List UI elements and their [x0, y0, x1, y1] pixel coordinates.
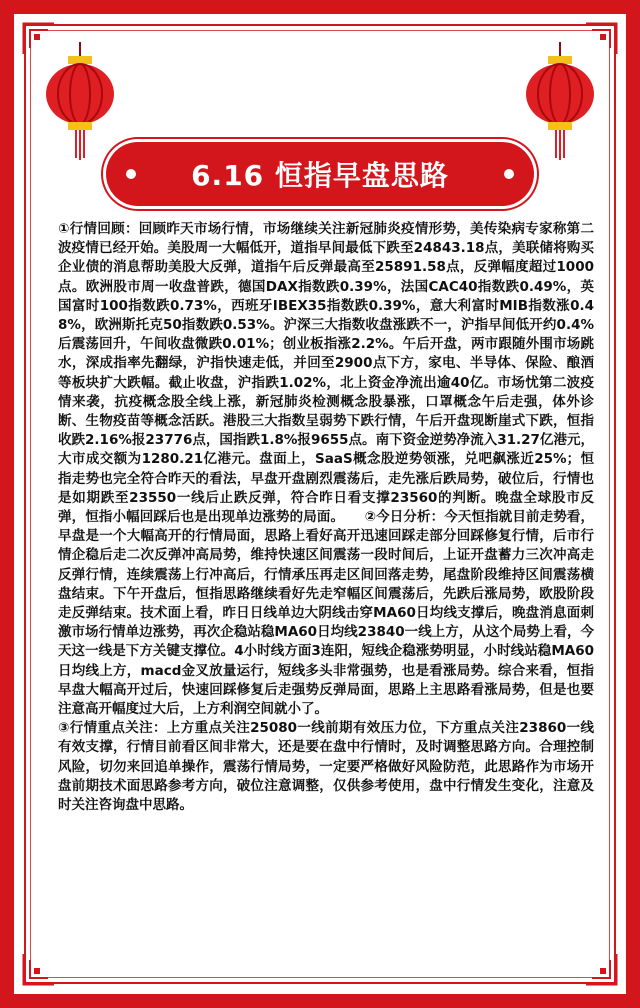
banner-dot-icon	[126, 169, 136, 179]
market-review-text: ①行情回顾：回顾昨天市场行情，市场继续关注新冠肺炎疫情形势，美传染病专家称第二波疫情已经开始。美股周一大幅低开，道指早间最低下跌至24843.18点，美联储将购买企业债的消息帮助美股大反弹，道指午后反弹最高至25891.58点，反弹幅度超过1000点。欧洲股市周一收盘普跌，德国DAX指数跌0.39%，法国CAC40指数跌0.49%，英国富时100指数跌0.73%，西班牙IBEX35指数跌0.39%，意大利富时MIB指数涨0.48%，欧洲斯托克50指数跌0.53%。沪深三大指数收盘涨跌不一，沪指早间低开约0.4%后震荡回升，午间收盘微跌0.01%；创业板指涨2.2%。午后开盘，两市跟随外围市场跳水，深成指率先翻绿，沪指快速走低，并回至2900点下方，家电、半导体、保险、酿酒等板块扩大跌幅。截止收盘，沪指跌1.02%，北上资金净流出逾40亿。市场忧第二波疫情来袭，抗疫概念股全线上涨，新冠肺炎检测概念股暴涨，口罩概念午后走强，体外诊断、生物疫苗等概念活跃。港股三大指数呈弱势下跌行情，午后开盘现断崖式下跌，恒指收跌2.16%报23776点，国指跌1.8%报9655点。南下资金逆势净流入31.27亿港元，大市成交额为1280.21亿港元。盘面上，SaaS概念股逆势领涨，兑吧飙涨近25%；恒指走势也完全符合昨天的看法，早盘开盘剧烈震荡后，走先涨后跌局势，破位后，行情也是如期跌至23550一线后止跌反弹，符合昨日看支撑23560的判断。晚盘全球股市反弹，恒指小幅回踩后也是出现单边涨势的局面。	[58, 221, 594, 526]
article-body	[58, 220, 594, 815]
red-lantern-icon	[520, 42, 600, 162]
review-and-analysis-paragraph	[58, 220, 594, 719]
corner-ornament-icon	[22, 952, 56, 986]
today-analysis-text: ②今日分析：今天恒指就目前走势看，早盘是一个大幅高开的行情局面，思路上看好高开迅速回踩走部分回踩修复行情，后市行情企稳后走二次反弹冲高局势，维持快速区间震荡一段时间后，上证开盘蓄力三次冲高走反弹行情，连续震荡上行冲高后，行情承压再走区间回落走势，尾盘阶段维持区间震荡横盘结束。下午开盘后，恒指思路继续看好先走窄幅区间震荡后，先跌后涨局势，欧股阶段走反弹结束。技术面上看，昨日日线单边大阴线击穿MA60日均线支撑后，晚盘消息面刺激市场行情单边涨势，再次企稳站稳MA60日均线23840一线上方，从这个局势上看，今天这一线是下方关键支撑位。4小时线方面3连阳，短线企稳涨势明显，小时线站稳MA60日均线上方，macd金叉放量运行，短线多头非常强势，也是看涨局势。综合来看，恒指早盘大幅高开过后，快速回踩修复后走强势反弹局面，思路上主思路看涨局势，但是也要注意高开幅度过大后，上方利润空间就小了。	[58, 509, 594, 718]
page-title: 6.16 恒指早盘思路	[191, 159, 449, 192]
corner-ornament-icon	[584, 952, 618, 986]
banner-dot-icon	[504, 169, 514, 179]
poster-card	[14, 14, 626, 994]
key-focus-text: ③行情重点关注：上方重点关注25080一线前期有效压力位，下方重点关注23860一线有效支撑，行情目前看区间非常大，还是要在盘中行情时，及时调整思路方向。合理控制风险，切勿来回追单操作，震荡行情局势，一定要严格做好风险防范，此思路作为市场开盘前期技术面思路参考方向，破位注意调整，仅供参考使用，盘中行情发生变化，注意及时关注咨询盘中思路。	[58, 720, 594, 814]
title-banner	[106, 142, 534, 206]
red-lantern-icon	[40, 42, 120, 162]
